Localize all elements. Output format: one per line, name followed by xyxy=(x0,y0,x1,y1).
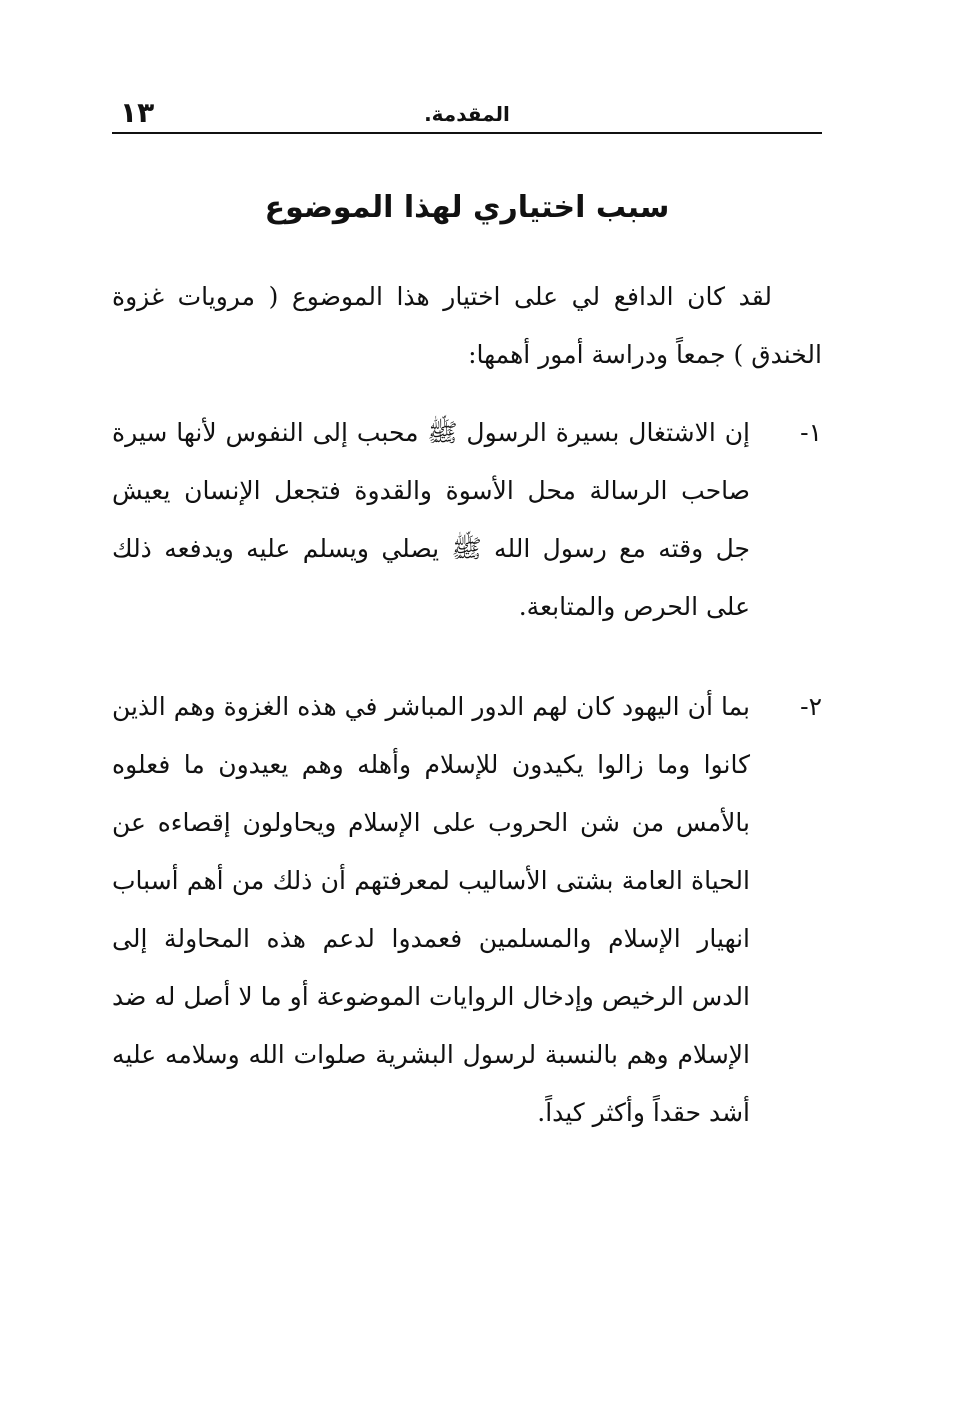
list-item-number: ١- xyxy=(800,418,822,447)
list-item xyxy=(112,404,822,636)
list-item-number: ٢- xyxy=(800,692,822,721)
list-item-text: بما أن اليهود كان لهم الدور المباشر في هذه الغزوة وهم الذين كانوا وما زالوا يكيدون للإسلام وأهله وهم يعيدون ما فعلوه بالأمس من شن الحروب على الإسلام ويحاولون إقصاءه عن الحياة العامة بشتى الأساليب لمعرفتهم أن ذلك من أهم أسباب انهيار الإسلام والمسلمين فعمدوا لدعم هذه المحاولة إلى الدس الرخيص وإدخال الروايات الموضوعة أو ما لا أصل له ضد الإسلام وهم بالنسبة لرسول البشرية صلوات الله وسلامه عليه أشد حقداً وأكثر كيداً. xyxy=(112,692,750,1127)
header-divider xyxy=(112,132,822,134)
intro-text: لقد كان الدافع لي على اختيار هذا الموضوع ( مرويات غزوة الخندق ) جمعاً ودراسة أمور أهمها: xyxy=(112,282,822,369)
section-heading: سبب اختياري لهذا الموضوع xyxy=(264,190,670,225)
list-item-text: إن الاشتغال بسيرة الرسول ﷺ محبب إلى النفوس لأنها سيرة صاحب الرسالة محل الأسوة والقدوة فتجعل الإنسان يعيش جل وقته مع رسول الله ﷺ يصلي ويسلم عليه ويدفعه ذلك على الحرص والمتابعة. xyxy=(112,418,750,621)
page-header xyxy=(112,92,822,134)
page-number: ١٣ xyxy=(120,96,155,129)
list-item xyxy=(112,678,822,1142)
intro-paragraph xyxy=(112,268,822,384)
chapter-title: المقدمة. xyxy=(424,102,510,126)
